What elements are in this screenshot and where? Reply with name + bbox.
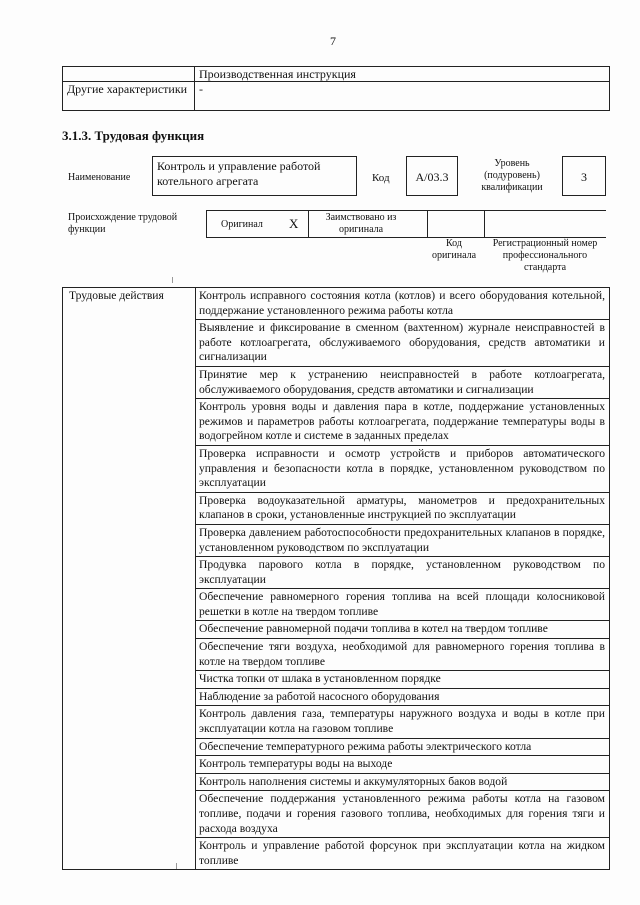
code-label: Код — [372, 172, 390, 184]
labor-action-item: Контроль уровня воды и давления пара в котле, поддержание установленных режимов и параметров работы котлоагрегата, поддержание температуры воды в водогрейном котле и системе в заданных пределах — [196, 399, 610, 446]
header-row-label — [63, 67, 195, 82]
table-row — [63, 288, 610, 320]
scan-mark — [176, 863, 177, 869]
labor-action-item: Контроль давления газа, температуры наружного воздуха и воды в котле при эксплуатации котла на газовом топливе — [196, 706, 610, 738]
header-row-value: Производственная инструкция — [195, 67, 610, 82]
labor-action-item: Обеспечение поддержания установленного режима работы котла на газовом топливе, подачи и горения газового топлива, необходимых для горения тяги и расхода воздуха — [196, 791, 610, 838]
labor-action-item: Обеспечение равномерной подачи топлива в котел на твердом топливе — [196, 621, 610, 639]
labor-action-item: Чистка топки от шлака в установленном порядке — [196, 671, 610, 689]
original-label: Оригинал — [221, 219, 263, 230]
labor-action-item: Обеспечение равномерного горения топлива на всей площади колосниковой решетки в котле на твердом топливе — [196, 589, 610, 621]
header-row — [63, 67, 610, 82]
labor-action-item: Контроль температуры воды на выходе — [196, 756, 610, 774]
code-value-box — [406, 156, 458, 196]
level-value-box — [562, 156, 606, 196]
scan-mark — [172, 277, 173, 283]
section-title: 3.1.3. Трудовая функция — [62, 128, 205, 143]
labor-action-item: Проверка водоуказательной арматуры, манометров и предохранительных клапанов в сроки, установленные инструкцией по эксплуатации — [196, 492, 610, 524]
labor-actions-label: Трудовые действия — [63, 288, 196, 870]
header-row-label: Другие характеристики — [63, 82, 195, 111]
labor-action-item: Контроль наполнения системы и аккумуляторных баков водой — [196, 773, 610, 791]
header-row-value: - — [195, 82, 610, 111]
origin-boxes — [206, 210, 606, 238]
labor-action-item: Наблюдение за работой насосного оборудования — [196, 688, 610, 706]
name-label: Наименование — [68, 172, 131, 183]
origin-divider — [427, 211, 428, 237]
labor-actions-table — [62, 287, 610, 870]
header-table — [62, 66, 610, 111]
name-value: Контроль и управление работой котельного агрегата — [157, 159, 321, 188]
origin-label: Происхождение трудовой функции — [68, 212, 178, 235]
original-code-caption: Код оригинала — [431, 238, 477, 261]
origin-divider — [308, 211, 309, 237]
borrowed-label: Заимствовано из оригинала — [325, 212, 397, 235]
registration-caption: Регистрационный номер профессионального стандарта — [492, 238, 598, 273]
labor-action-item: Проверка исправности и осмотр устройств и приборов автоматического управления и безопасности котла в порядке, установленном руководством по эксплуатации — [196, 445, 610, 492]
page-number: 7 — [330, 34, 336, 48]
labor-action-item: Выявление и фиксирование в сменном (вахтенном) журнале неисправностей в работе котлоагрегата, обслуживаемого оборудования, средств автоматики и сигнализации — [196, 320, 610, 367]
labor-action-item: Контроль и управление работой форсунок при эксплуатации котла на жидком топливе — [196, 838, 610, 870]
name-value-box — [152, 156, 357, 196]
original-mark: X — [289, 216, 299, 231]
header-row — [63, 82, 610, 111]
labor-action-item: Обеспечение тяги воздуха, необходимой для равномерного горения топлива в котле на твердом топливе — [196, 639, 610, 671]
labor-action-item: Продувка парового котла в порядке, установленном руководством по эксплуатации — [196, 557, 610, 589]
labor-action-item: Обеспечение температурного режима работы электрического котла — [196, 738, 610, 756]
labor-action-item: Проверка давлением работоспособности предохранительных клапанов в порядке, установленном руководством по эксплуатации — [196, 524, 610, 556]
level-label: Уровень (подуровень) квалификации — [481, 158, 543, 193]
labor-action-item: Контроль исправного состояния котла (котлов) и всего оборудования котельной, поддержание установленного режима работы котла — [196, 288, 610, 320]
level-value: 3 — [581, 170, 587, 184]
labor-action-item: Принятие мер к устранению неисправностей в работе котлоагрегата, обслуживаемого оборудования, средств автоматики и сигнализации — [196, 366, 610, 398]
code-value: А/03.3 — [415, 170, 449, 184]
origin-divider — [484, 211, 485, 237]
